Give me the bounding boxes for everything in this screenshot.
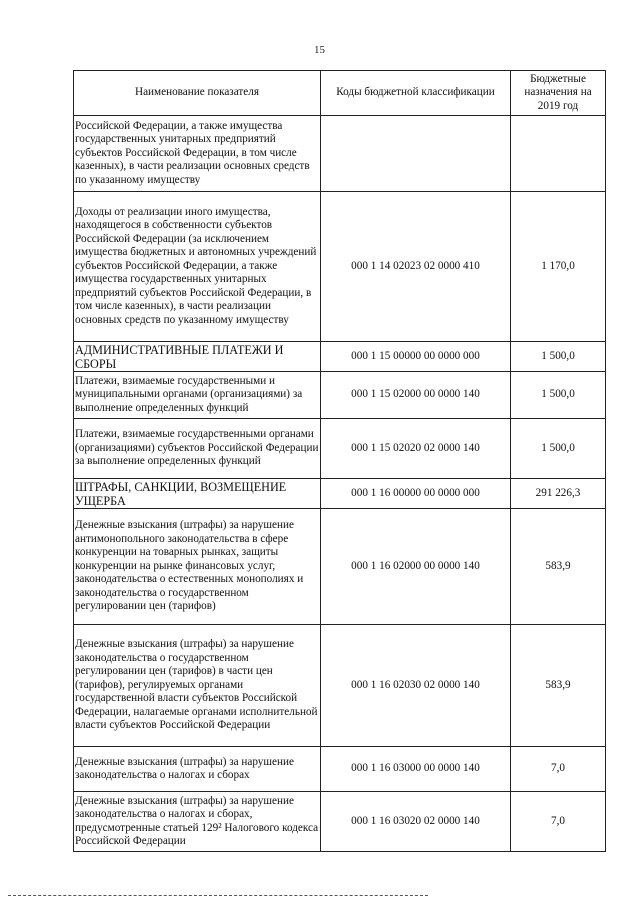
row-code: 000 1 15 00000 00 0000 000 xyxy=(321,342,511,372)
table-row xyxy=(74,479,606,509)
row-value: 1 500,0 xyxy=(511,419,606,479)
row-value: 583,9 xyxy=(511,509,606,625)
row-value: 291 226,3 xyxy=(511,479,606,509)
row-name: Денежные взыскания (штрафы) за нарушение законодательства о налогах и сборах, предусмотренные статьей 129² Налогового кодекса Российской Федерации xyxy=(74,792,321,852)
row-code xyxy=(321,116,511,192)
row-value: 583,9 xyxy=(511,625,606,747)
column-header-code: Коды бюджетной классификации xyxy=(321,71,511,116)
table-row xyxy=(74,342,606,372)
table-row xyxy=(74,747,606,792)
row-code: 000 1 16 00000 00 0000 000 xyxy=(321,479,511,509)
row-name: Денежные взыскания (штрафы) за нарушение антимонопольного законодательства в сфере конкуренции на товарных рынках, защиты конкуренции на рынке финансовых услуг, законодательства о естественных монополиях и законодательства о государственном регулировании цен (тарифов) xyxy=(74,509,321,625)
row-name: Платежи, взимаемые государственными и муниципальными органами (организациями) за выполнение определенных функций xyxy=(74,372,321,419)
bottom-divider xyxy=(8,895,428,896)
row-code: 000 1 15 02000 00 0000 140 xyxy=(321,372,511,419)
table-row xyxy=(74,509,606,625)
row-value: 7,0 xyxy=(511,792,606,852)
row-name: Денежные взыскания (штрафы) за нарушение законодательства о государственном регулировании цен (тарифов) в части цен (тарифов), регулируемых органами государственной власти субъектов Российской Федерации, налагаемые органами исполнительной власти субъектов Российской Федерации xyxy=(74,625,321,747)
row-code: 000 1 14 02023 02 0000 410 xyxy=(321,192,511,342)
row-code: 000 1 16 03020 02 0000 140 xyxy=(321,792,511,852)
row-value: 1 170,0 xyxy=(511,192,606,342)
row-name: ШТРАФЫ, САНКЦИИ, ВОЗМЕЩЕНИЕ УЩЕРБА xyxy=(74,479,321,509)
table-row xyxy=(74,116,606,192)
row-code: 000 1 16 02000 00 0000 140 xyxy=(321,509,511,625)
row-value: 1 500,0 xyxy=(511,342,606,372)
table-row xyxy=(74,372,606,419)
row-value: 1 500,0 xyxy=(511,372,606,419)
row-name: Денежные взыскания (штрафы) за нарушение законодательства о налогах и сборах xyxy=(74,747,321,792)
row-name: Российской Федерации, а также имущества государственных унитарных предприятий субъектов Российской Федерации, в том числе казенных), в части реализации основных средств по указанному имуществу xyxy=(74,116,321,192)
header-row xyxy=(74,71,606,116)
column-header-value: Бюджетные назначения на 2019 год xyxy=(511,71,606,116)
row-value: 7,0 xyxy=(511,747,606,792)
table-row xyxy=(74,192,606,342)
row-code: 000 1 16 02030 02 0000 140 xyxy=(321,625,511,747)
column-header-name: Наименование показателя xyxy=(74,71,321,116)
row-name: АДМИНИСТРАТИВНЫЕ ПЛАТЕЖИ И СБОРЫ xyxy=(74,342,321,372)
row-code: 000 1 15 02020 02 0000 140 xyxy=(321,419,511,479)
table-row xyxy=(74,419,606,479)
table-row xyxy=(74,792,606,852)
row-name: Платежи, взимаемые государственными органами (организациями) субъектов Российской Федерации за выполнение определенных функций xyxy=(74,419,321,479)
row-code: 000 1 16 03000 00 0000 140 xyxy=(321,747,511,792)
table-row xyxy=(74,625,606,747)
budget-table xyxy=(73,70,606,852)
row-value xyxy=(511,116,606,192)
page-number: 15 xyxy=(314,44,325,56)
row-name: Доходы от реализации иного имущества, находящегося в собственности субъектов Российской Федерации (за исключением имущества бюджетных и автономных учреждений субъектов Российской Федерации, а также имущества государственных унитарных предприятий субъектов Российской Федерации, в том числе казенных), в части реализации основных средств по указанному имуществу xyxy=(74,192,321,342)
